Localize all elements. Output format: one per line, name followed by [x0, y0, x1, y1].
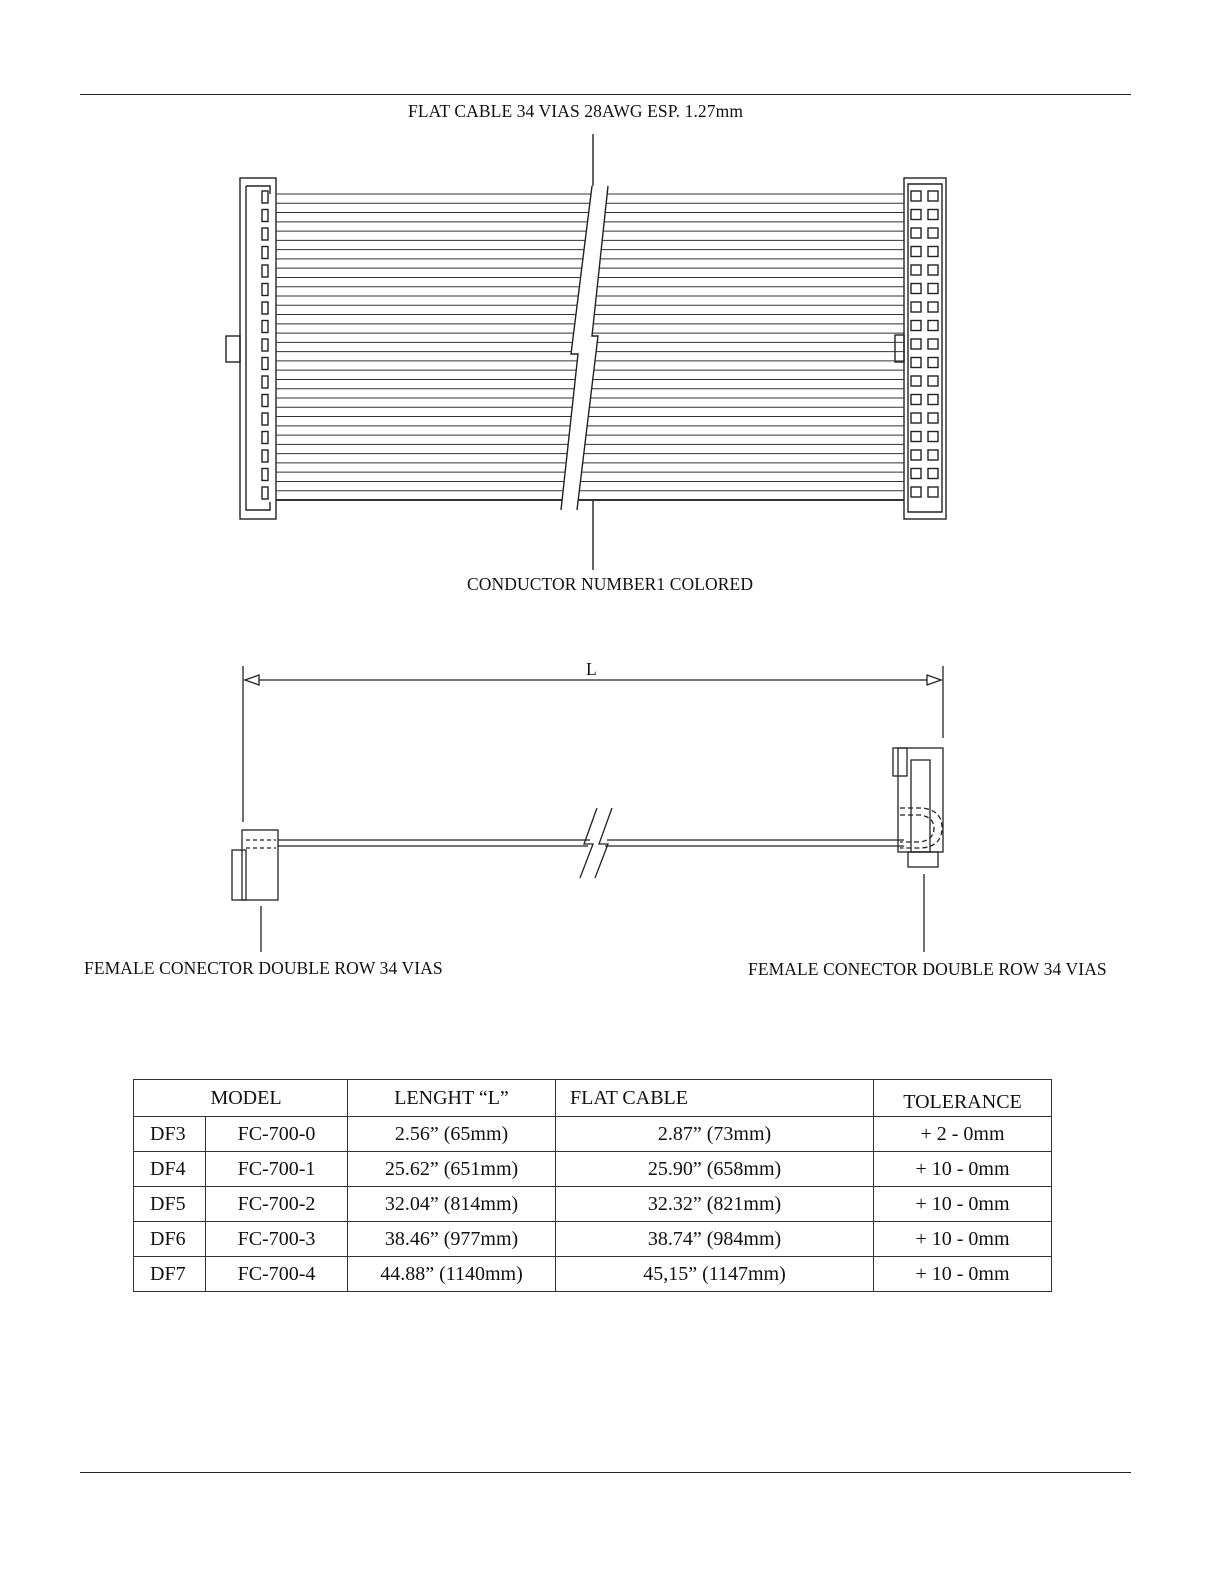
- row-flat-cable: 2.87” (73mm): [556, 1117, 874, 1152]
- row-code: DF3: [134, 1117, 206, 1152]
- row-model: FC-700-1: [206, 1152, 348, 1187]
- row-length: 32.04” (814mm): [348, 1187, 556, 1222]
- row-length: 38.46” (977mm): [348, 1222, 556, 1257]
- side-break-line-1: [580, 808, 597, 878]
- right-connector-label: FEMALE CONECTOR DOUBLE ROW 34 VIAS: [748, 959, 1107, 979]
- row-length: 2.56” (65mm): [348, 1117, 556, 1152]
- header-tolerance: TOLERANCE: [874, 1080, 1052, 1117]
- row-length: 44.88” (1140mm): [348, 1257, 556, 1292]
- table-row: [134, 1187, 1052, 1222]
- row-model: FC-700-4: [206, 1257, 348, 1292]
- left-connector-label: FEMALE CONECTOR DOUBLE ROW 34 VIAS: [84, 958, 443, 978]
- table-row: [134, 1152, 1052, 1187]
- header-length: LENGHT “L”: [348, 1080, 556, 1117]
- dimension-arrow-right: [927, 675, 941, 685]
- table-header-row: [134, 1080, 1052, 1117]
- row-length: 25.62” (651mm): [348, 1152, 556, 1187]
- table-row: [134, 1222, 1052, 1257]
- row-model: FC-700-2: [206, 1187, 348, 1222]
- side-break-line-2: [595, 808, 612, 878]
- row-flat-cable: 45,15” (1147mm): [556, 1257, 874, 1292]
- conductor-label: CONDUCTOR NUMBER1 COLORED: [467, 574, 754, 594]
- row-tolerance: + 10 - 0mm: [874, 1257, 1052, 1292]
- row-code: DF6: [134, 1222, 206, 1257]
- row-code: DF5: [134, 1187, 206, 1222]
- row-tolerance: + 2 - 0mm: [874, 1117, 1052, 1152]
- left-side-connector-cap: [232, 850, 246, 900]
- row-flat-cable: 32.32” (821mm): [556, 1187, 874, 1222]
- row-tolerance: + 10 - 0mm: [874, 1152, 1052, 1187]
- right-side-connector-body: [898, 748, 943, 852]
- header-flat-cable: FLAT CABLE: [556, 1080, 874, 1117]
- flat-cable-label: FLAT CABLE 34 VIAS 28AWG ESP. 1.27mm: [408, 101, 744, 121]
- table-row: [134, 1117, 1052, 1152]
- spec-table: [133, 1079, 1052, 1292]
- dimension-arrow-left: [245, 675, 259, 685]
- row-tolerance: + 10 - 0mm: [874, 1187, 1052, 1222]
- right-side-connector-latch: [893, 748, 907, 776]
- right-side-connector-slot: [911, 760, 930, 852]
- table-row: [134, 1257, 1052, 1292]
- row-flat-cable: 25.90” (658mm): [556, 1152, 874, 1187]
- header-model: MODEL: [210, 1086, 282, 1109]
- row-flat-cable: 38.74” (984mm): [556, 1222, 874, 1257]
- length-marker-label: L: [586, 659, 597, 679]
- row-code: DF7: [134, 1257, 206, 1292]
- row-tolerance: + 10 - 0mm: [874, 1222, 1052, 1257]
- right-side-connector-foot: [908, 852, 938, 867]
- row-model: FC-700-3: [206, 1222, 348, 1257]
- row-code: DF4: [134, 1152, 206, 1187]
- row-model: FC-700-0: [206, 1117, 348, 1152]
